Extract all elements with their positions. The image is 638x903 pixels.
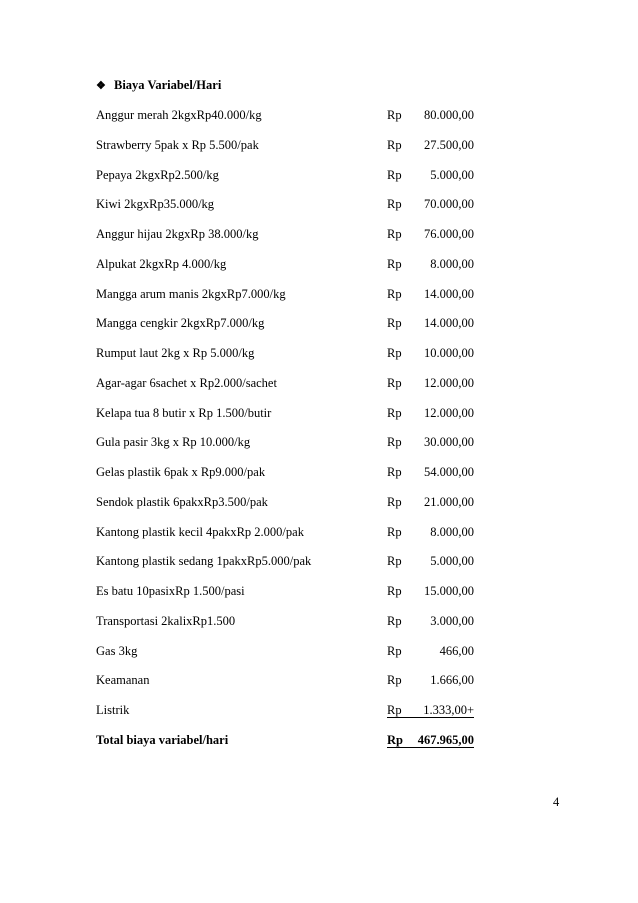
cost-amount: 5.000,00 (430, 167, 474, 182)
cost-row (96, 643, 496, 673)
cost-description: Kantong plastik sedang 1pakxRp5.000/pak (96, 554, 312, 569)
cost-amount: 70.000,00 (424, 197, 474, 212)
cost-description: Kiwi 2kgxRp35.000/kg (96, 197, 215, 212)
cost-description: Listrik (96, 703, 130, 717)
currency-label: Rp (387, 108, 402, 122)
cost-description: Mangga cengkir 2kgxRp7.000/kg (96, 316, 265, 331)
cost-amount: 30.000,00 (424, 435, 474, 450)
cost-table (96, 107, 496, 762)
cost-row (96, 405, 496, 435)
currency-label: Rp (387, 197, 402, 212)
cost-row (96, 553, 496, 583)
currency-label: Rp (387, 703, 402, 717)
cost-amount: 14.000,00 (424, 316, 474, 331)
cost-amount: 3.000,00 (430, 613, 474, 628)
section-heading (96, 78, 221, 93)
total-amount: 467.965,00 (417, 732, 474, 747)
currency-label: Rp (387, 316, 402, 331)
diamond-bullet-icon: ❖ (96, 80, 106, 92)
cost-row (96, 256, 496, 286)
cost-row (96, 137, 496, 167)
cost-amount: 76.000,00 (424, 227, 474, 241)
currency-label: Rp (387, 286, 402, 301)
currency-label: Rp (387, 227, 402, 241)
currency-label: Rp (387, 584, 402, 598)
cost-description: Sendok plastik 6pakxRp3.500/pak (96, 494, 268, 509)
cost-description: Keamanan (96, 673, 150, 688)
currency-label: Rp (387, 346, 402, 360)
cost-amount: 466,00 (439, 643, 474, 658)
cost-amount: 8.000,00 (430, 524, 474, 539)
currency-label: Rp (387, 256, 402, 271)
total-underline (387, 747, 474, 748)
currency-label: Rp (387, 524, 402, 539)
cost-amount: 5.000,00 (430, 554, 474, 569)
cost-description: Alpukat 2kgxRp 4.000/kg (96, 256, 227, 271)
total-currency-label: Rp (387, 732, 403, 747)
currency-label: Rp (387, 435, 402, 450)
cost-amount: 1.666,00 (430, 673, 474, 688)
cost-description: Strawberry 5pak x Rp 5.500/pak (96, 137, 259, 152)
cost-row (96, 434, 496, 464)
cost-row (96, 524, 496, 554)
cost-amount: 12.000,00 (424, 405, 474, 420)
cost-row (96, 464, 496, 494)
currency-label: Rp (387, 673, 402, 688)
currency-label: Rp (387, 375, 402, 390)
cost-amount: 54.000,00 (424, 465, 474, 479)
section-title: Biaya Variabel/Hari (114, 78, 222, 92)
currency-label: Rp (387, 554, 402, 569)
cost-amount: 27.500,00 (424, 137, 474, 152)
cost-description: Es batu 10pasixRp 1.500/pasi (96, 584, 245, 598)
cost-amount: 80.000,00 (424, 108, 474, 122)
currency-label: Rp (387, 494, 402, 509)
cost-row (96, 167, 496, 197)
cost-amount: 1.333,00+ (423, 703, 474, 717)
cost-description: Gelas plastik 6pak x Rp9.000/pak (96, 465, 266, 479)
cost-amount: 10.000,00 (424, 346, 474, 360)
cost-amount: 8.000,00 (430, 256, 474, 271)
cost-amount: 21.000,00 (424, 494, 474, 509)
currency-label: Rp (387, 137, 402, 152)
cost-description: Kantong plastik kecil 4pakxRp 2.000/pak (96, 524, 304, 539)
cost-amount: 15.000,00 (424, 584, 474, 598)
cost-row (96, 107, 496, 137)
cost-description: Pepaya 2kgxRp2.500/kg (96, 167, 219, 182)
cost-description: Mangga arum manis 2kgxRp7.000/kg (96, 286, 286, 301)
cost-description: Anggur hijau 2kgxRp 38.000/kg (96, 227, 259, 241)
currency-label: Rp (387, 405, 402, 420)
cost-description: Rumput laut 2kg x Rp 5.000/kg (96, 346, 255, 360)
cost-amount: 14.000,00 (424, 286, 474, 301)
cost-row (96, 583, 496, 613)
page-number: 4 (553, 795, 560, 809)
cost-row (96, 226, 496, 256)
cost-row (96, 672, 496, 702)
cost-amount: 12.000,00 (424, 375, 474, 390)
cost-row (96, 494, 496, 524)
cost-row-last (96, 702, 496, 732)
cost-description: Gas 3kg (96, 643, 138, 658)
currency-label: Rp (387, 643, 402, 658)
cost-row (96, 196, 496, 226)
currency-label: Rp (387, 465, 402, 479)
total-row (96, 732, 496, 762)
cost-description: Gula pasir 3kg x Rp 10.000/kg (96, 435, 251, 450)
cost-row (96, 345, 496, 375)
cost-description: Anggur merah 2kgxRp40.000/kg (96, 108, 262, 122)
currency-label: Rp (387, 167, 402, 182)
cost-description: Transportasi 2kalixRp1.500 (96, 613, 236, 628)
currency-label: Rp (387, 613, 402, 628)
cost-description: Kelapa tua 8 butir x Rp 1.500/butir (96, 405, 272, 420)
cost-row (96, 286, 496, 316)
sum-underline (387, 717, 474, 718)
cost-row (96, 375, 496, 405)
cost-row (96, 315, 496, 345)
total-description: Total biaya variabel/hari (96, 732, 229, 747)
cost-row (96, 613, 496, 643)
cost-description: Agar-agar 6sachet x Rp2.000/sachet (96, 375, 277, 390)
